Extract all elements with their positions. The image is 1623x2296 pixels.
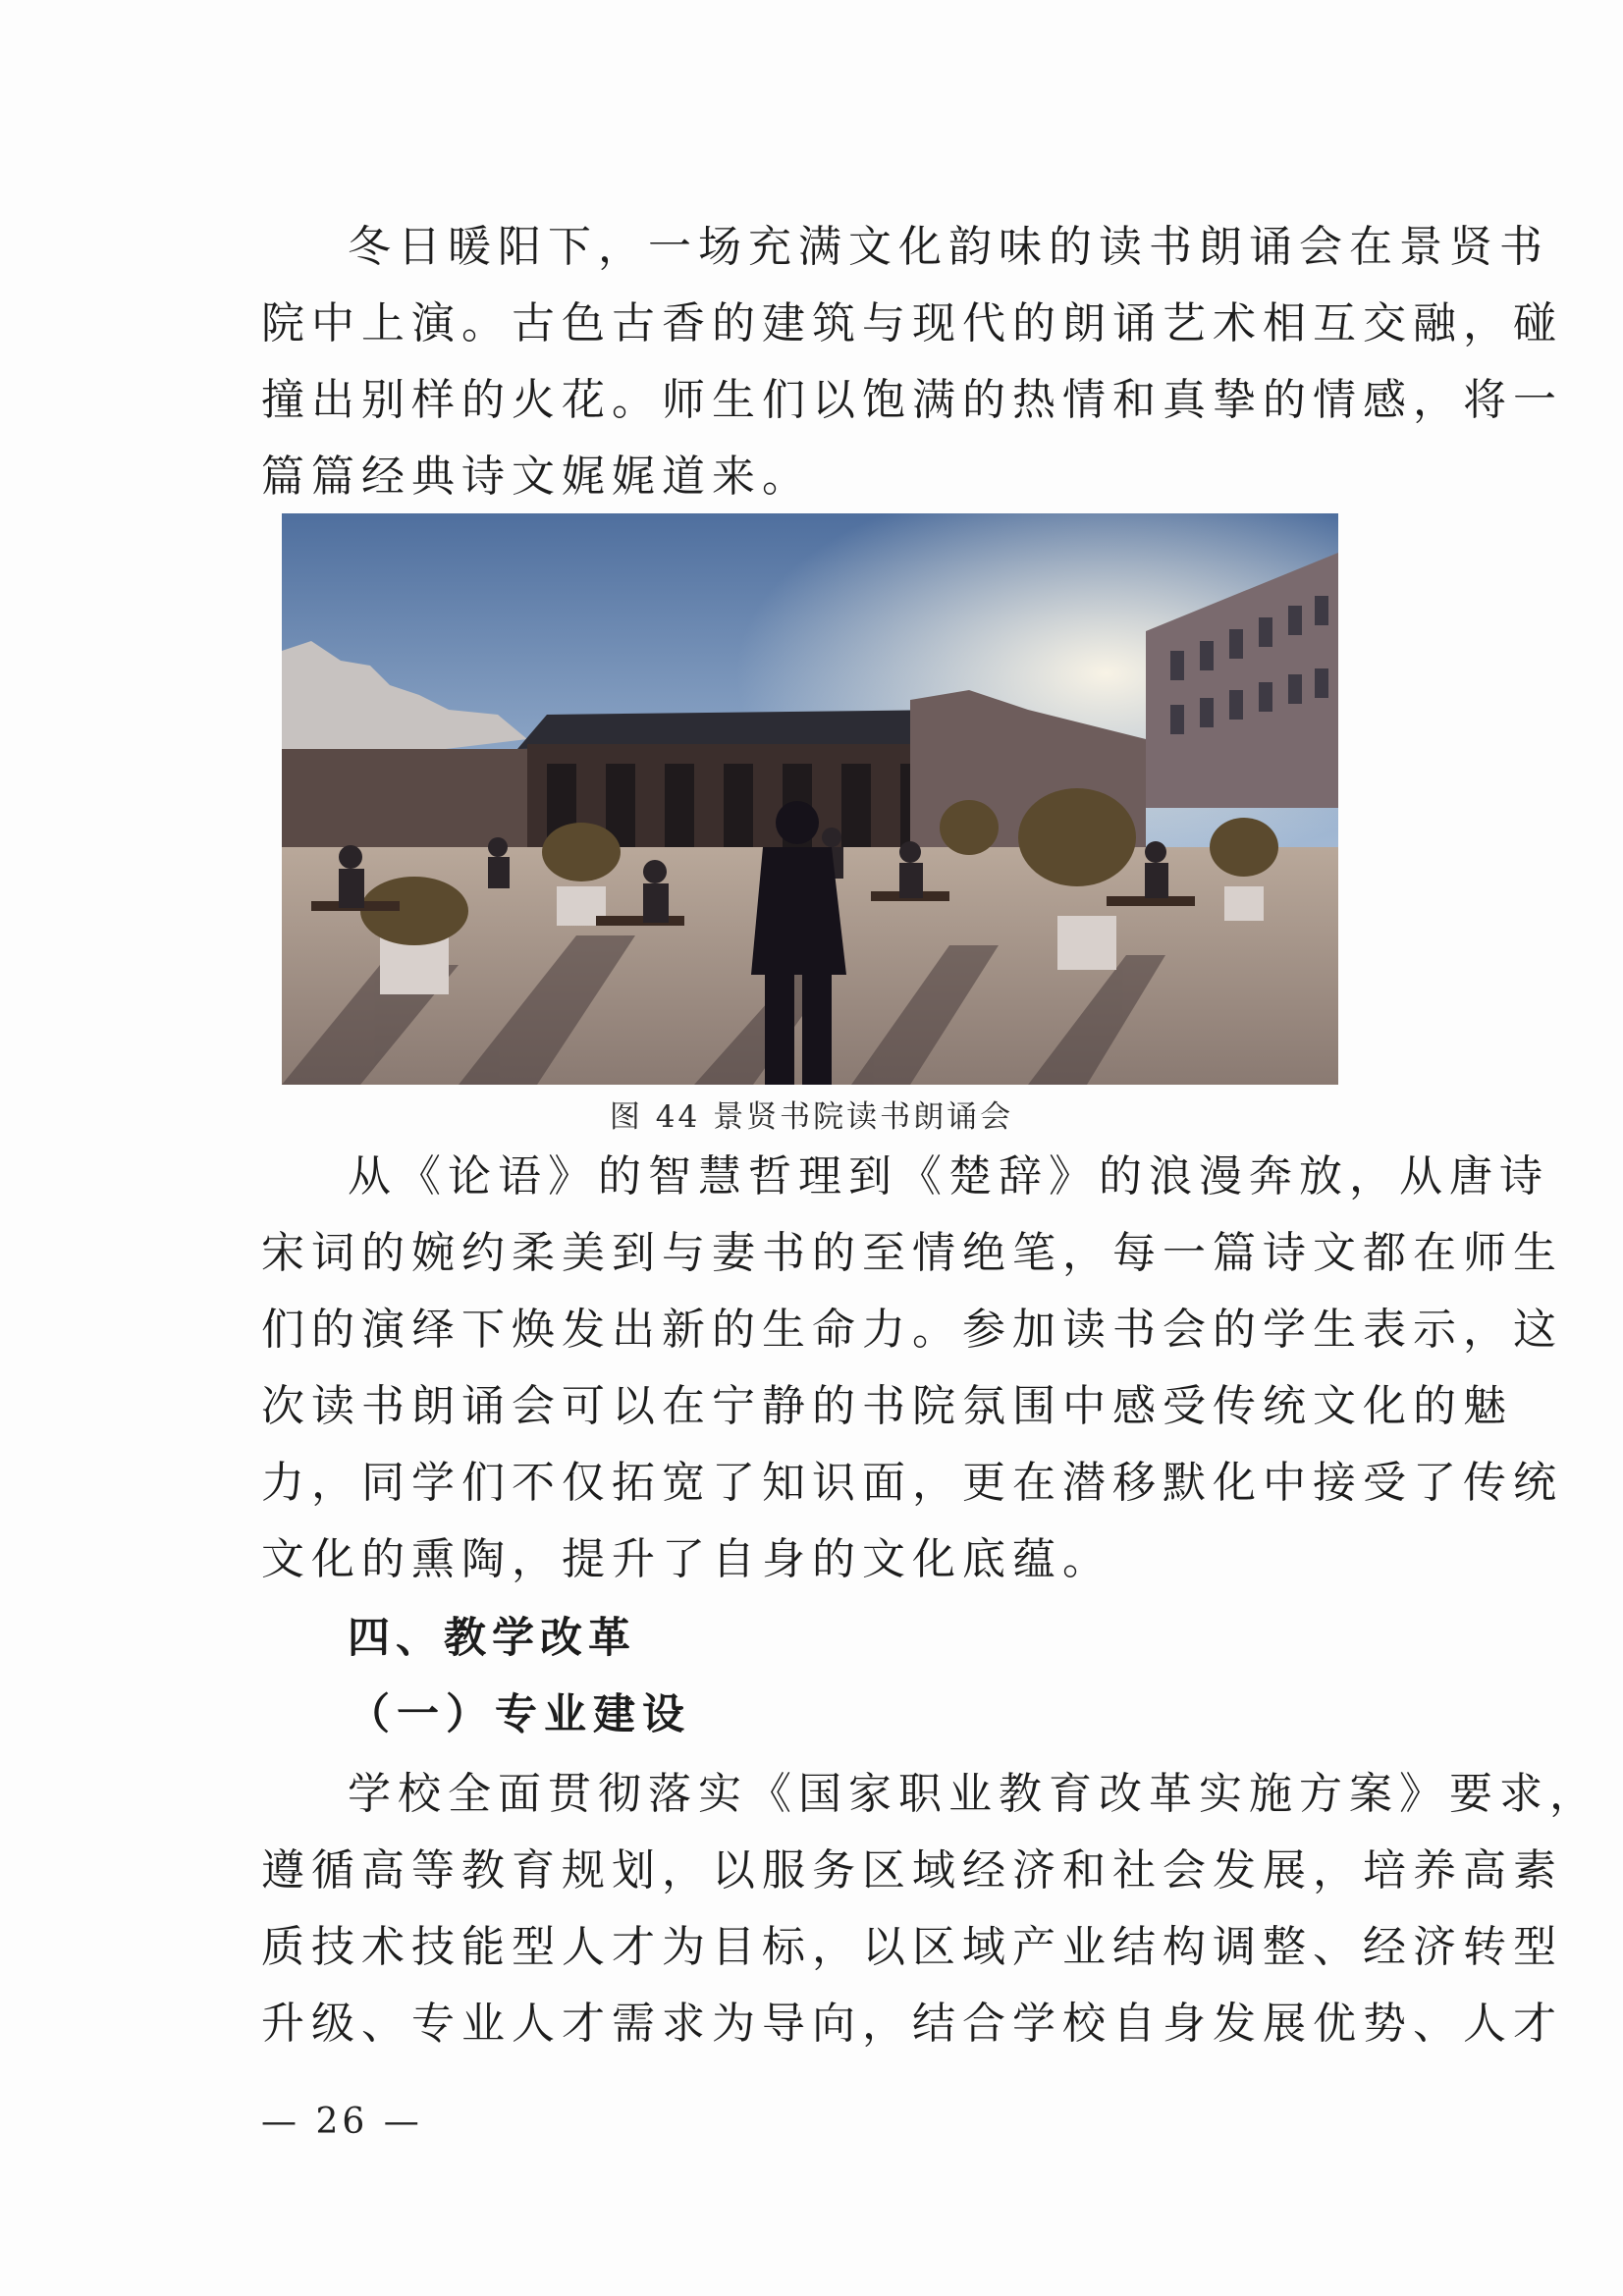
text-line: 文化的熏陶，提升了自身的文化底蕴。 (261, 1534, 1112, 1584)
text-line: 质技术技能型人才为目标，以区域产业结构调整、经济转型 (261, 1922, 1563, 1972)
event-photo (282, 513, 1338, 1085)
page-number: — 26 — (261, 2102, 423, 2142)
text-line: 升级、专业人才需求为导向，结合学校自身发展优势、人才 (261, 1999, 1563, 2049)
courtyard-illustration (282, 513, 1338, 1085)
text-line: 院中上演。古色古香的建筑与现代的朗诵艺术相互交融，碰 (261, 298, 1563, 348)
text-line: 们的演绎下焕发出新的生命力。参加读书会的学生表示，这 (261, 1305, 1563, 1355)
figure-caption: 图 44 景贤书院读书朗诵会 (609, 1099, 1014, 1135)
text-line: 力，同学们不仅拓宽了知识面，更在潜移默化中接受了传统 (261, 1458, 1563, 1508)
paragraph-middle (261, 1139, 1563, 1598)
text-line: 撞出别样的火花。师生们以饱满的热情和真挚的情感，将一 (261, 375, 1563, 425)
text-line: 学校全面贯彻落实《国家职业教育改革实施方案》要求， (348, 1769, 1599, 1819)
text-line: 宋词的婉约柔美到与妻书的至情绝笔，每一篇诗文都在师生 (261, 1228, 1563, 1278)
text-line: 遵循高等教育规划，以服务区域经济和社会发展，培养高素 (261, 1845, 1563, 1896)
section-heading: 四、教学改革 (348, 1614, 636, 1663)
paragraph-reform (261, 1756, 1599, 2062)
text-line: 从《论语》的智慧哲理到《楚辞》的浪漫奔放，从唐诗 (348, 1151, 1549, 1201)
text-line: 次读书朗诵会可以在宁静的书院氛围中感受传统文化的魅 (261, 1381, 1513, 1431)
subsection-heading: （一）专业建设 (348, 1690, 691, 1739)
text-line: 篇篇经典诗文娓娓道来。 (261, 452, 812, 502)
paragraph-intro (261, 209, 1563, 515)
text-line: 冬日暖阳下，一场充满文化韵味的读书朗诵会在景贤书 (348, 222, 1549, 272)
